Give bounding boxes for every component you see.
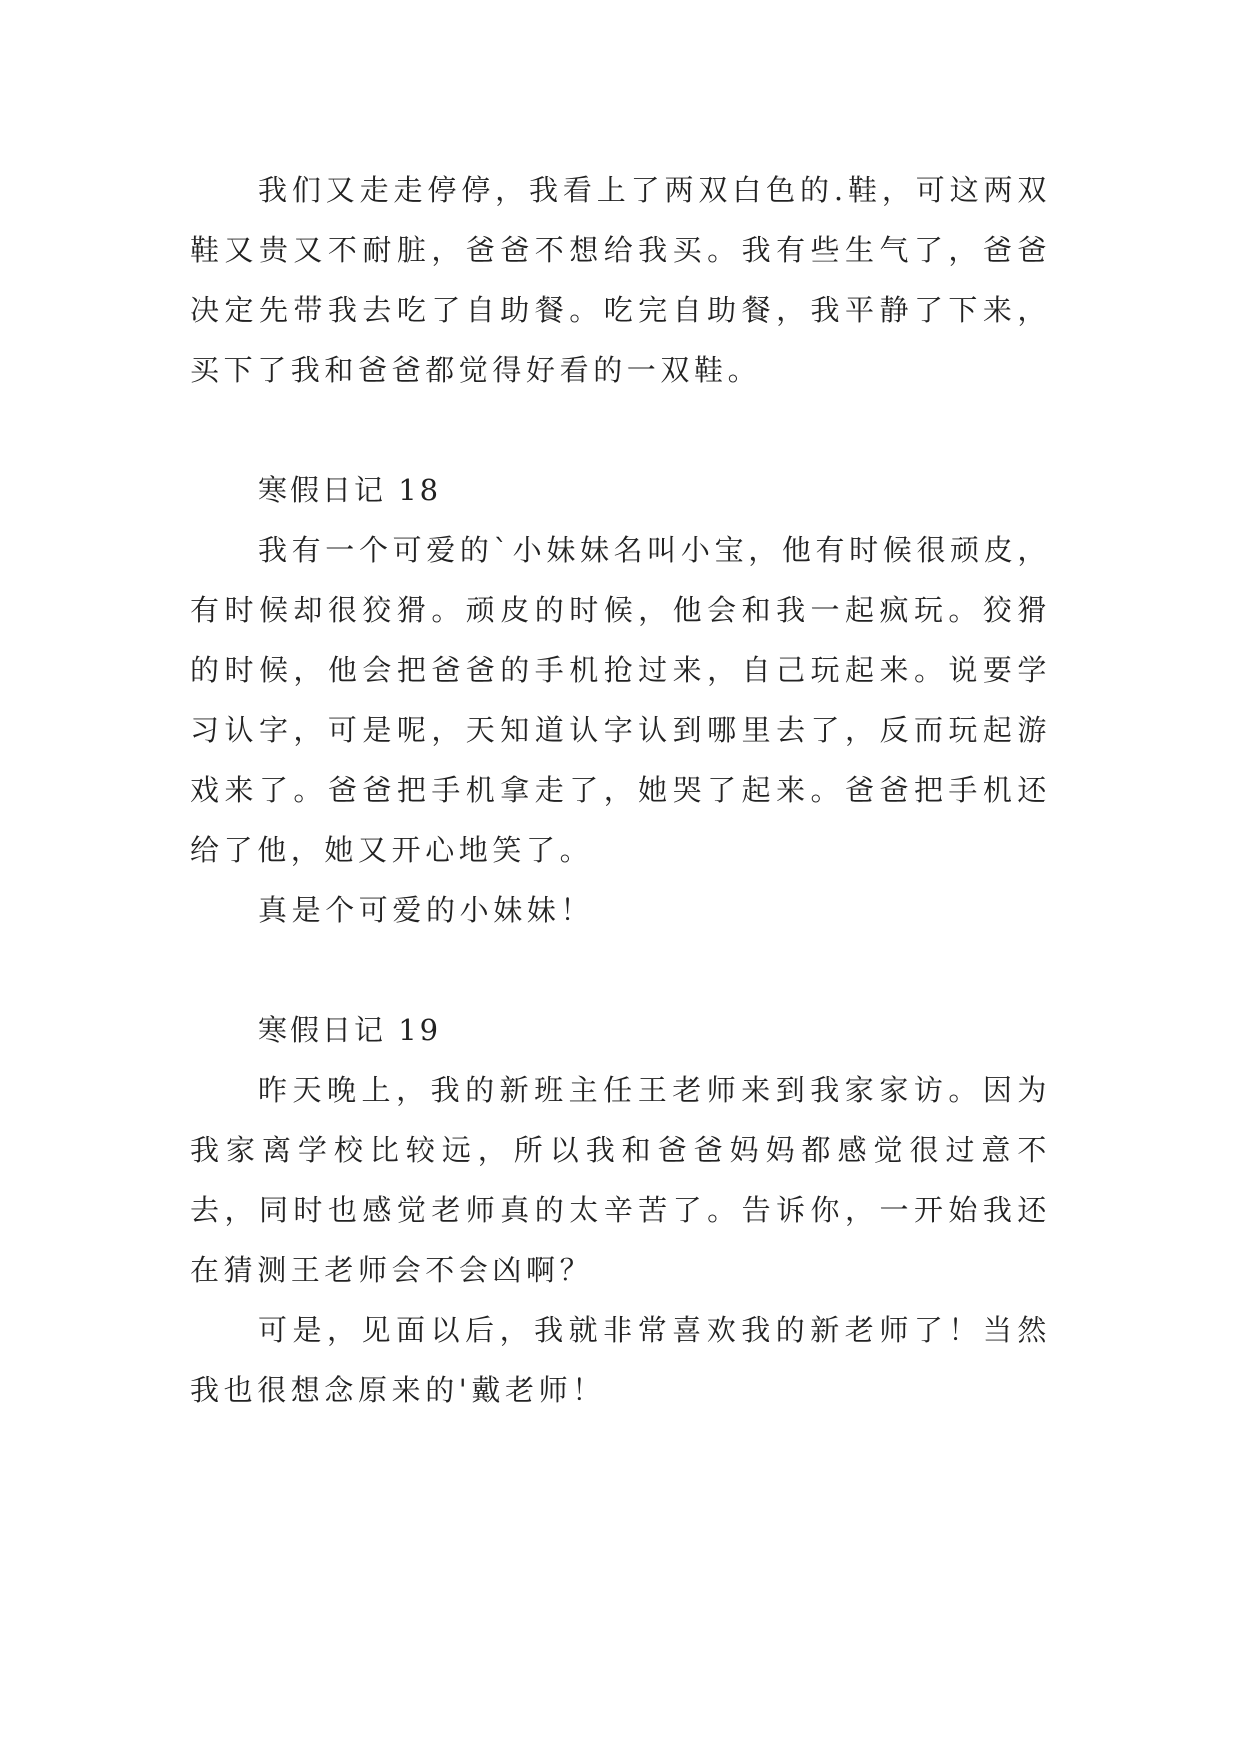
intro-paragraph: 我们又走走停停，我看上了两双白色的.鞋，可这两双鞋又贵又不耐脏，爸爸不想给我买。我有些生气了，爸爸决定先带我去吃了自助餐。吃完自助餐，我平静了下来，买下了我和爸爸都觉得好看的一双鞋。: [190, 173, 1051, 387]
entry-19-paragraph-1: 昨天晚上，我的新班主任王老师来到我家家访。因为我家离学校比较远，所以我和爸爸妈妈都感觉很过意不去，同时也感觉老师真的太辛苦了。告诉你，一开始我还在猜测王老师会不会凶啊？: [190, 1073, 1051, 1287]
entry-18-paragraph-1: 我有一个可爱的`小妹妹名叫小宝，他有时候很顽皮，有时候却很狡猾。顽皮的时候，他会和我一起疯玩。狡猾的时候，他会把爸爸的手机抢过来，自己玩起来。说要学习认字，可是呢，天知道认字认到哪里去了，反而玩起游戏来了。爸爸把手机拿走了，她哭了起来。爸爸把手机还给了他，她又开心地笑了。: [190, 533, 1051, 867]
document-body: [190, 160, 1051, 1420]
entry-title-18: 寒假日记 18: [258, 473, 442, 507]
entry-title-19: 寒假日记 19: [258, 1013, 442, 1047]
entry-19-paragraph-2: 可是，见面以后，我就非常喜欢我的新老师了！当然我也很想念原来的'戴老师！: [190, 1313, 1051, 1407]
entry-18-paragraph-2: 真是个可爱的小妹妹！: [258, 893, 595, 927]
